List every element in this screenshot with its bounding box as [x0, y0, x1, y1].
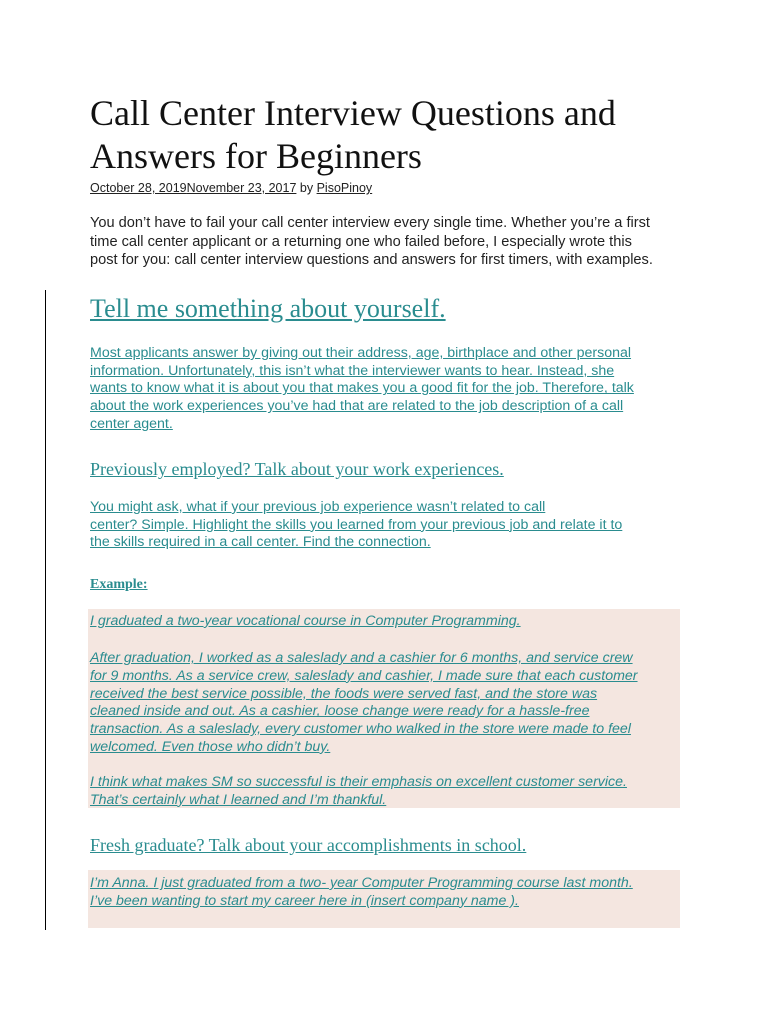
example-line: received the best service possible, the foods were served fast, and the store was — [90, 685, 598, 702]
example-line: I’m Anna. I just graduated from a two- year Computer Programming course last month. — [90, 875, 633, 891]
intro-paragraph — [90, 214, 690, 270]
byline — [90, 180, 372, 196]
intro-line: post for you: call center interview questions and answers for first timers, with examples. — [90, 252, 653, 268]
example-paragraph-3[interactable] — [90, 774, 680, 810]
example-line: welcomed. Even those who didn’t buy. — [90, 738, 331, 755]
date-published-link[interactable]: October 28, 2019 — [90, 181, 187, 195]
section-heading-fresh-graduate[interactable]: Fresh graduate? Talk about your accomplishments in school. — [90, 835, 527, 855]
date-updated-link[interactable]: November 23, 2017 — [186, 181, 297, 195]
example-line: After graduation, I worked as a saleslady and a cashier for 6 months, and service crew — [90, 650, 633, 666]
by-label: by — [299, 181, 314, 195]
paragraph-line: center agent. — [90, 415, 173, 432]
example-line: for 9 months. As a service crew, saleslady and cashier, I made sure that each customer — [90, 667, 638, 684]
author-link[interactable]: PisoPinoy — [316, 181, 373, 195]
section1-paragraph[interactable] — [90, 345, 680, 434]
example-line: I’ve been wanting to start my career here in (insert company name ). — [90, 892, 519, 909]
example-line: transaction. As a saleslady, every customer who walked in the store were made to feel — [90, 721, 631, 738]
paragraph-line: center? Simple. Highlight the skills you learned from your previous job and relate it to — [90, 516, 623, 533]
section2-paragraph[interactable] — [90, 499, 680, 552]
example-paragraph-2[interactable] — [90, 650, 680, 757]
example-label[interactable]: Example: — [90, 577, 148, 592]
margin-line — [45, 290, 46, 930]
example-paragraph-1[interactable] — [90, 613, 680, 631]
paragraph-line: information. Unfortunately, this isn’t what the interviewer wants to hear. Instead, she — [90, 362, 615, 379]
example-line: That’s certainly what I learned and I’m thankful. — [90, 791, 387, 808]
intro-line: You don’t have to fail your call center interview every single time. Whether you’re a first — [90, 215, 650, 231]
section-heading-about-yourself[interactable]: Tell me something about yourself. — [90, 294, 446, 323]
section-heading-work-experience[interactable]: Previously employed? Talk about your work experiences. — [90, 459, 504, 479]
fresh-graduate-example[interactable] — [90, 875, 680, 911]
intro-line: time call center applicant or a returning one who failed before, I especially wrote this — [90, 233, 632, 250]
paragraph-line: Most applicants answer by giving out their address, age, birthplace and other personal — [90, 345, 632, 361]
example-line: I think what makes SM so successful is their emphasis on excellent customer service. — [90, 774, 627, 790]
paragraph-line: wants to know what it is about you that makes you a good fit for the job. Therefore, talk — [90, 380, 634, 397]
article-title: Call Center Interview Questions and Answers for Beginners — [90, 93, 616, 176]
example-line: cleaned inside and out. As a cashier, loose change were ready for a hassle-free — [90, 703, 590, 720]
example-line: I graduated a two-year vocational course in Computer Programming. — [90, 613, 521, 629]
paragraph-line: You might ask, what if your previous job experience wasn’t related to call — [90, 499, 546, 515]
paragraph-line: the skills required in a call center. Find the connection. — [90, 534, 431, 551]
paragraph-line: about the work experiences you’ve had that are related to the job description of a call — [90, 398, 624, 415]
